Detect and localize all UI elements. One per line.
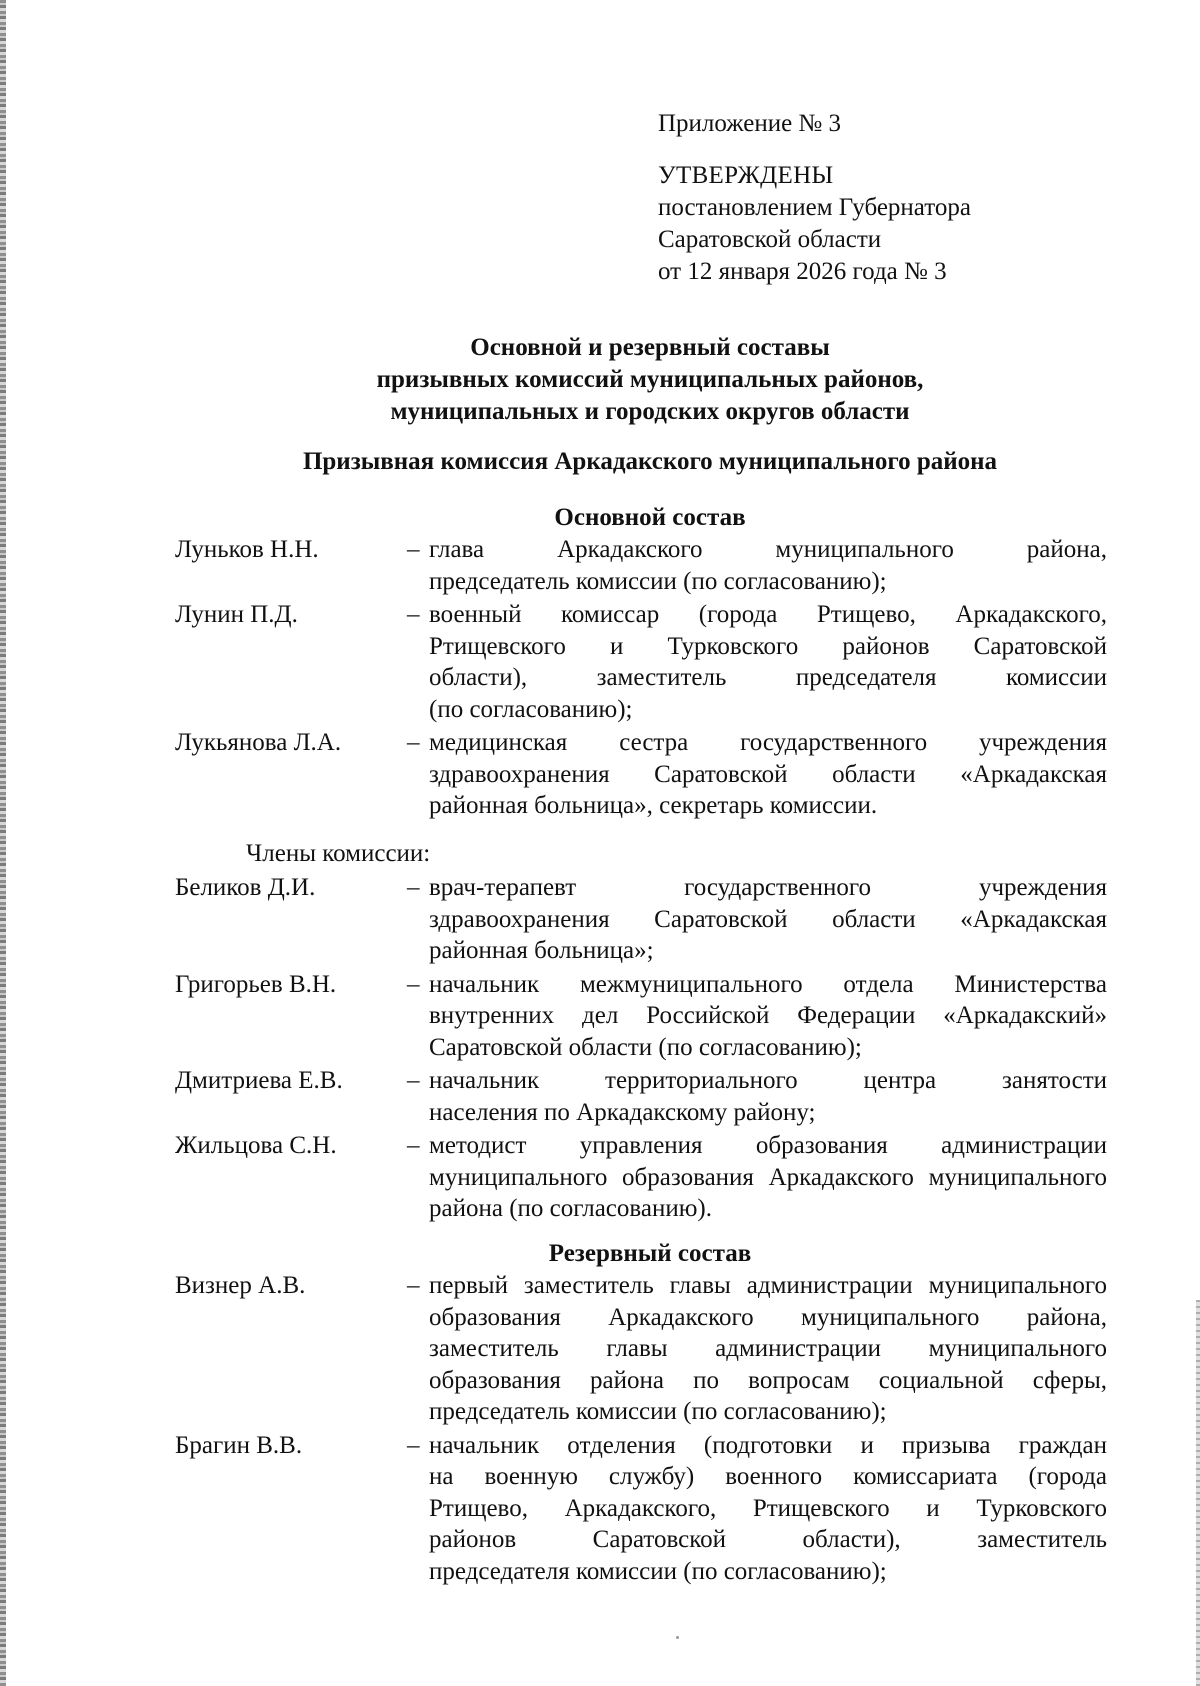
role-line: внутренних дел Российской Федерации «Аркадакский» xyxy=(429,1002,1107,1029)
dash-separator: – xyxy=(407,1272,420,1299)
role-line: методист управления образования администрации xyxy=(429,1132,1107,1159)
title-line-2: призывных комиссий муниципальных районов, xyxy=(376,366,924,393)
person-row xyxy=(175,727,1107,822)
reserve-composition-heading: Резервный состав xyxy=(548,1240,752,1267)
person-name: Лунин П.Д. xyxy=(175,601,298,628)
role-line: заместитель главы администрации муниципального xyxy=(429,1335,1107,1362)
approval-line-2: Саратовской области xyxy=(658,226,882,253)
role-line: районов Саратовской области), заместитель xyxy=(429,1526,1107,1553)
dash-separator: – xyxy=(407,1067,420,1094)
appendix-number: Приложение № 3 xyxy=(658,110,842,137)
commission-title: Призывная комиссия Аркадакского муниципального района xyxy=(302,448,998,475)
person-role xyxy=(429,872,1107,967)
role-line: военный комиссар (города Ртищево, Аркадакского, xyxy=(429,601,1107,628)
role-line: здравоохранения Саратовской области «Аркадакская xyxy=(429,760,1107,788)
dash-separator: – xyxy=(407,970,420,998)
person-row xyxy=(175,1270,1107,1428)
members-label: Члены комиссии: xyxy=(246,840,431,867)
dash-separator: – xyxy=(407,729,420,756)
scan-edge-left xyxy=(0,0,6,1686)
role-line: начальник отделения (подготовки и призыва граждан xyxy=(429,1431,1107,1459)
person-role xyxy=(429,534,1107,597)
person-name: Лукьянова Л.А. xyxy=(175,729,342,756)
person-name: Григорьев В.Н. xyxy=(175,970,337,998)
members-list xyxy=(175,872,1107,1227)
dash-separator: – xyxy=(407,1132,420,1159)
role-line: области), заместитель председателя комиссии xyxy=(429,664,1107,691)
person-role xyxy=(429,727,1107,822)
role-line: населения по Аркадакскому району; xyxy=(429,1098,816,1126)
role-line: районная больница»; xyxy=(429,937,654,964)
person-name: Брагин В.В. xyxy=(175,1431,303,1459)
role-line: (по согласованию); xyxy=(429,695,633,723)
main-composition-heading: Основной состав xyxy=(554,504,746,531)
title-line-1: Основной и резервный составы xyxy=(470,334,830,361)
dash-separator: – xyxy=(407,536,420,563)
person-name: Жильцова С.Н. xyxy=(175,1132,337,1159)
role-line: начальник территориального центра занятости xyxy=(429,1067,1107,1094)
scan-edge-right xyxy=(1196,1300,1200,1686)
title-line-3: муниципальных и городских округов области xyxy=(390,398,910,425)
role-line: первый заместитель главы администрации муниципального xyxy=(429,1272,1107,1299)
approval-block xyxy=(658,108,971,288)
person-role xyxy=(429,969,1107,1064)
person-name: Дмитриева Е.В. xyxy=(175,1067,343,1094)
person-role xyxy=(429,1065,1107,1128)
role-line: Ртищево, Аркадакского, Ртищевского и Турковского xyxy=(429,1494,1107,1522)
document-title xyxy=(150,332,1150,428)
person-row xyxy=(175,969,1107,1064)
role-line: образования района по вопросам социальной сферы, xyxy=(429,1366,1107,1394)
role-line: Саратовской области (по согласованию); xyxy=(429,1033,862,1061)
role-line: председатель комиссии (по согласованию); xyxy=(429,567,887,595)
role-line: здравоохранения Саратовской области «Аркадакская xyxy=(429,905,1107,933)
role-line: образования Аркадакского муниципального района, xyxy=(429,1303,1107,1331)
person-row xyxy=(175,872,1107,967)
reserve-composition-list xyxy=(175,1270,1107,1589)
person-row xyxy=(175,1430,1107,1588)
role-line: медицинская сестра государственного учреждения xyxy=(429,729,1107,756)
person-row xyxy=(175,1065,1107,1128)
person-role xyxy=(429,1130,1107,1225)
main-composition-list xyxy=(175,534,1107,824)
role-line: председатель комиссии (по согласованию); xyxy=(429,1398,887,1425)
role-line: района (по согласованию). xyxy=(429,1195,712,1222)
person-name: Визнер А.В. xyxy=(175,1272,306,1299)
role-line: председателя комиссии (по согласованию); xyxy=(429,1557,887,1585)
dash-separator: – xyxy=(407,874,420,901)
approval-line-3: от 12 января 2026 года № 3 xyxy=(658,258,947,285)
person-row xyxy=(175,599,1107,725)
person-row xyxy=(175,534,1107,597)
role-line: муниципального образования Аркадакского муниципального xyxy=(429,1163,1107,1191)
role-line: начальник межмуниципального отдела Министерства xyxy=(429,970,1107,998)
dash-separator: – xyxy=(407,1431,420,1459)
role-line: районная больница», секретарь комиссии. xyxy=(429,792,878,819)
person-row xyxy=(175,1130,1107,1225)
person-role xyxy=(429,599,1107,725)
person-name: Луньков Н.Н. xyxy=(175,536,319,563)
role-line: глава Аркадакского муниципального района, xyxy=(429,536,1107,563)
role-line: на военную службу) военного комиссариата (города xyxy=(429,1463,1107,1490)
person-role xyxy=(429,1270,1107,1428)
scan-speck xyxy=(676,1636,679,1639)
role-line: врач-терапевт государственного учреждения xyxy=(429,874,1107,901)
person-name: Беликов Д.И. xyxy=(175,874,316,901)
role-line: Ртищевского и Турковского районов Саратовской xyxy=(429,632,1107,660)
person-role xyxy=(429,1430,1107,1588)
approved-label: УТВЕРЖДЕНЫ xyxy=(658,162,834,189)
approval-line-1: постановлением Губернатора xyxy=(658,194,971,221)
dash-separator: – xyxy=(407,601,420,628)
